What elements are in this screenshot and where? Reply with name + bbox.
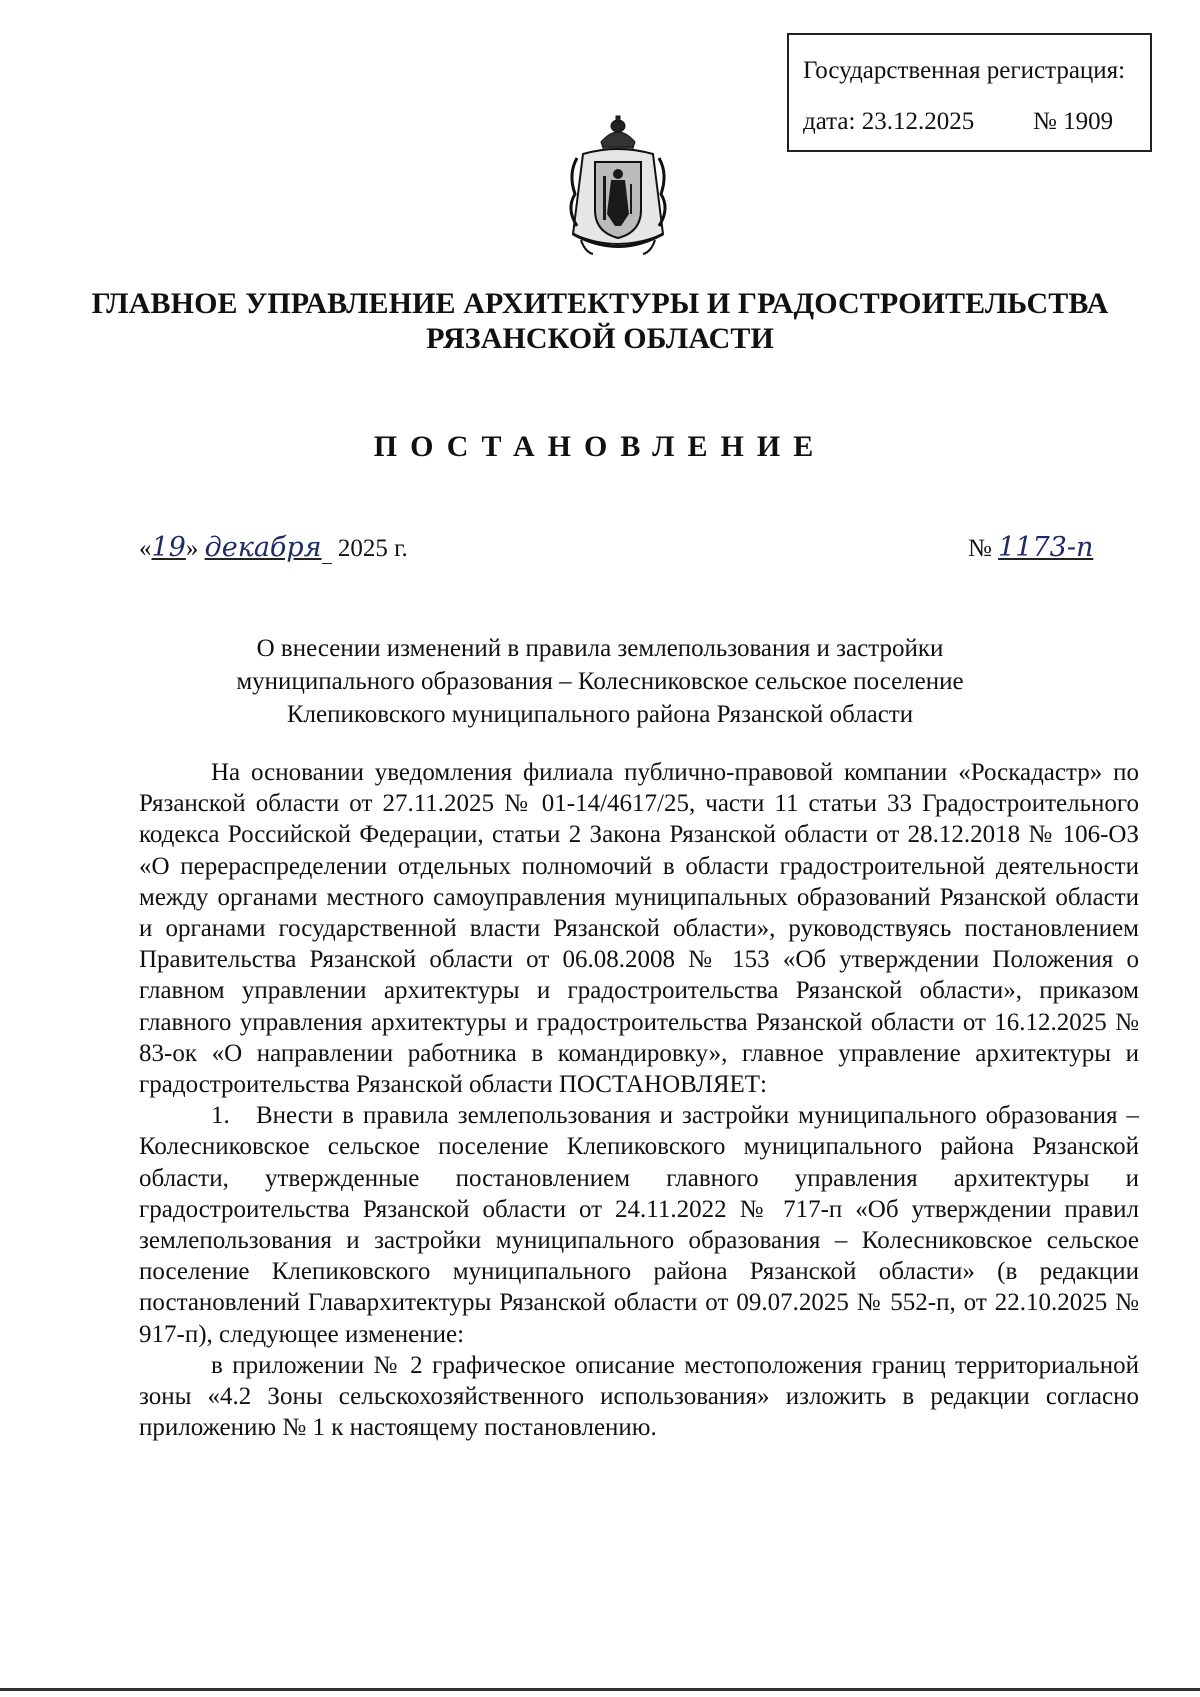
date-year: 2025 г. xyxy=(337,535,408,562)
document-body xyxy=(139,757,1139,1443)
number-value: 1173-п xyxy=(998,532,1094,563)
page-bottom-edge xyxy=(0,1688,1200,1691)
organization-name-line2: РЯЗАНСКОЙ ОБЛАСТИ xyxy=(426,322,774,355)
date-open-quote: « xyxy=(139,535,152,562)
organization-name-line1: ГЛАВНОЕ УПРАВЛЕНИЕ АРХИТЕКТУРЫ И ГРАДОСТРОИТЕЛЬСТВА xyxy=(91,287,1109,320)
item-1-text: Внести в правила землепользования и застройки муниципального образования – Колесниковское сельское поселение Клепиковского муниципального района Рязанской области, утвержденные постановлением главного управления архитектуры и градостроительства Рязанской области от 24.11.2022 № 717-п «Об утверждении правил землепользования и застройки муниципального образования – Колесниковское сельское поселение Клепиковского муниципального района Рязанской области» (в редакции постановлений Главархитектуры Рязанской области от 09.07.2025 № 552-п, от 22.10.2025 № 917-п), следующее изменение: xyxy=(139,1102,1139,1348)
number-prefix: № xyxy=(968,535,992,562)
date-month: декабря xyxy=(204,532,322,563)
document-type-title: ПОСТАНОВЛЕНИЕ xyxy=(373,430,827,463)
body-paragraph-change: в приложении № 2 графическое описание местоположения границ территориальной зоны «4.2 Зоны сельскохозяйственного использования» изложить в редакции согласно приложению № 1 к настоящему постановлению. xyxy=(139,1351,1139,1442)
item-1-number: 1. xyxy=(211,1102,230,1130)
date-day: 19 xyxy=(151,532,186,563)
registration-stamp xyxy=(787,33,1152,152)
date-close-quote: » xyxy=(185,535,199,562)
registration-number: № 1909 xyxy=(1033,108,1114,135)
document-subject xyxy=(0,632,1200,731)
subject-line3: Клепиковского муниципального района Рязанской области xyxy=(286,701,914,728)
body-paragraph-basis: На основании уведомления филиала публично-правовой компании «Роскадастр» по Рязанской области от 27.11.2025 № 01-14/4617/25, части 11 статьи 33 Градостроительного кодекса Российской Федерации, статьи 2 Закона Рязанской области от 28.12.2018 № 106-ОЗ «О перераспределении отдельных полномочий в области градостроительной деятельности между органами местного самоуправления муниципальных образований Рязанской области и органами государственной власти Рязанской области», руководствуясь постановлением Правительства Рязанской области от 06.08.2008 № 153 «Об утверждении Положения о главном управлении архитектуры и градостроительства Рязанской области», приказом главного управления архитектуры и градостроительства Рязанской области от 16.12.2025 № 83-ок «О направлении работника в командировку», главное управление архитектуры и градостроительства Рязанской области ПОСТАНОВЛЯЕТ: xyxy=(139,759,1139,1099)
registration-date: дата: 23.12.2025 xyxy=(803,108,975,135)
date-underline xyxy=(322,535,332,564)
document-number xyxy=(968,532,1093,563)
subject-line1: О внесении изменений в правила землепользования и застройки xyxy=(256,635,944,662)
body-item-1 xyxy=(139,1100,1139,1350)
document-date xyxy=(139,532,408,564)
ryazan-coat-of-arms-icon xyxy=(563,114,673,259)
subject-line2: муниципального образования – Колесниковское сельское поселение xyxy=(236,668,964,695)
registration-title: Государственная регистрация: xyxy=(803,57,1126,84)
